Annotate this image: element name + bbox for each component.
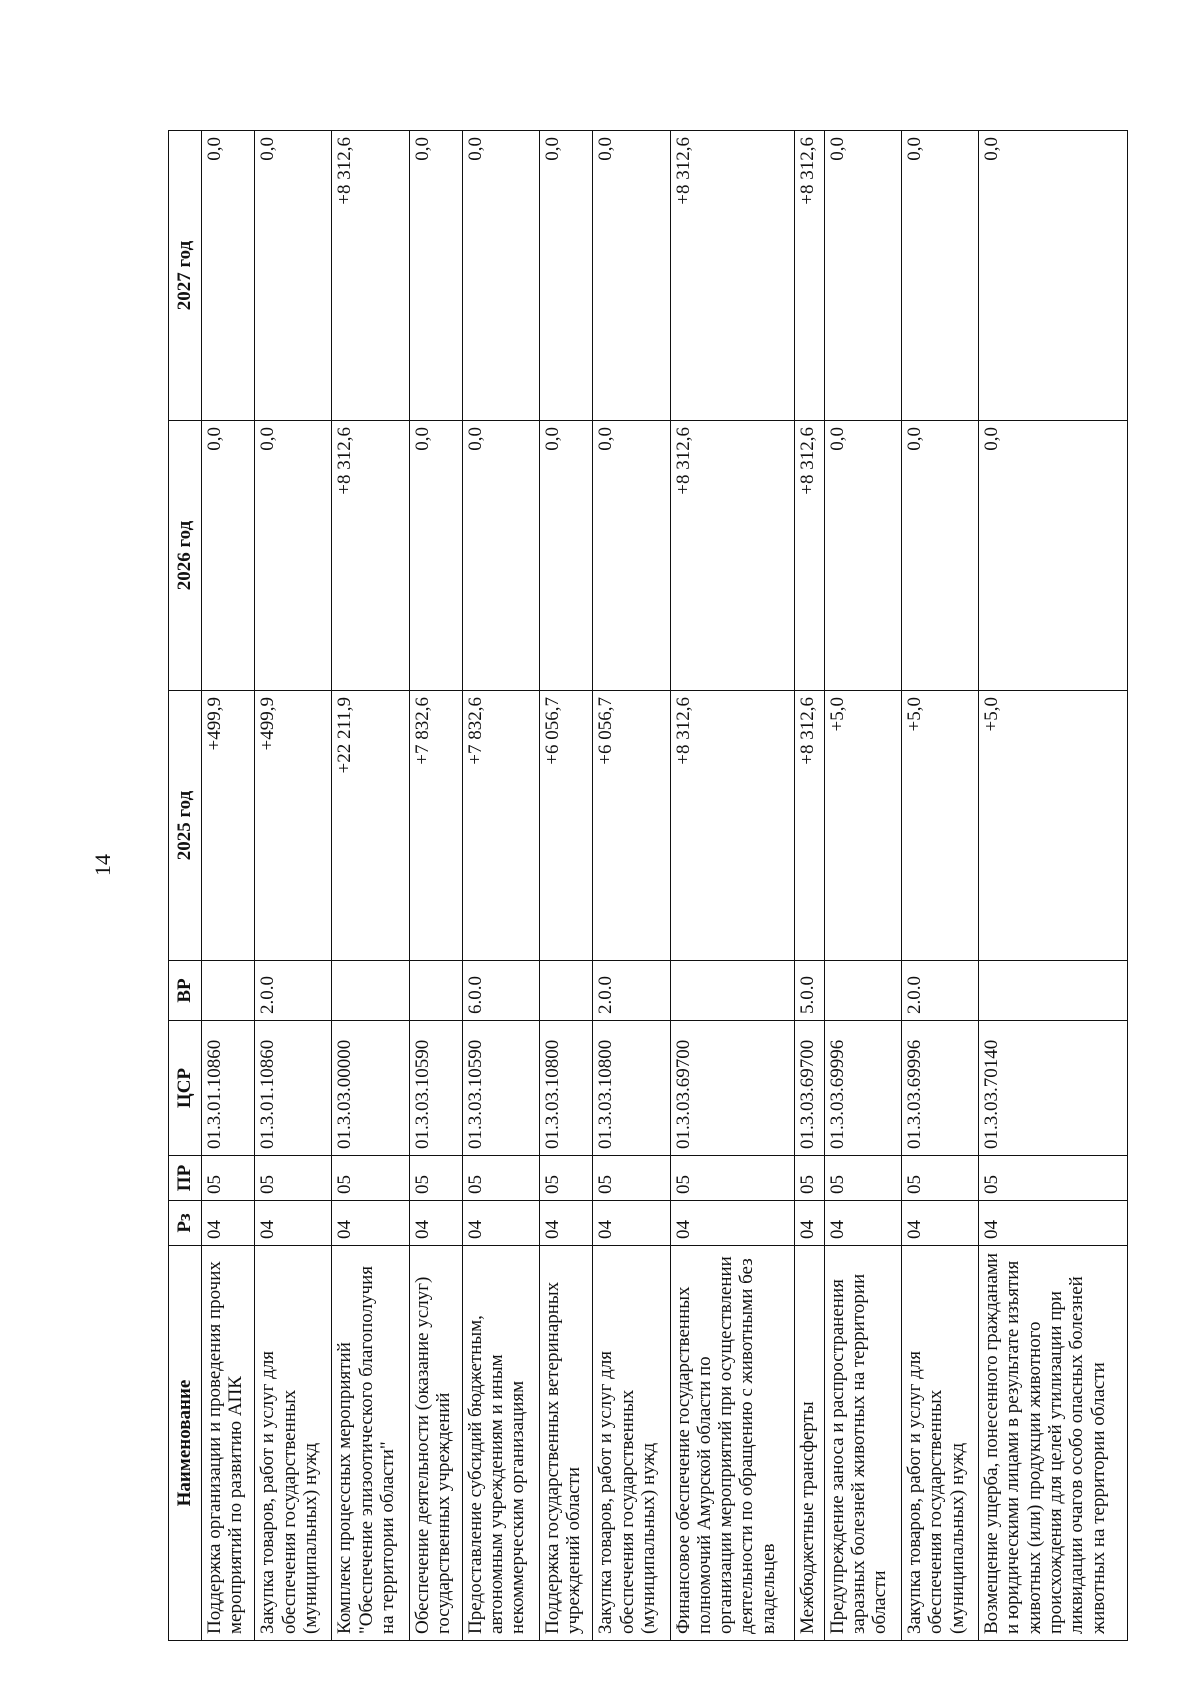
row-vr-cell: 2.0.0 — [593, 961, 670, 1021]
row-vr-cell: 2.0.0 — [902, 961, 979, 1021]
row-name-cell: Предупреждение заноса и распространения заразных болезней животных на территории области — [824, 1246, 901, 1641]
table-header-row — [169, 131, 202, 1641]
table-row — [670, 131, 795, 1641]
row-csr-cell: 01.3.03.10800 — [540, 1021, 593, 1156]
row-name-cell: Комплекс процессных мероприятий "Обеспечение эпизоотического благополучия на территории области" — [332, 1246, 409, 1641]
row-2027-cell: 0,0 — [979, 131, 1128, 421]
row-pr-cell: 05 — [255, 1156, 332, 1201]
row-csr-cell: 01.3.03.69700 — [795, 1021, 824, 1156]
table-row — [824, 131, 901, 1641]
row-2026-cell: 0,0 — [593, 421, 670, 691]
row-2027-cell: 0,0 — [255, 131, 332, 421]
table-row — [593, 131, 670, 1641]
row-name-cell: Предоставление субсидий бюджетным, автономным учреждениям и иным некоммерческим организациям — [462, 1246, 539, 1641]
row-csr-cell: 01.3.01.10860 — [255, 1021, 332, 1156]
row-2025-cell: +7 832,6 — [409, 691, 462, 961]
row-2026-cell: 0,0 — [902, 421, 979, 691]
header-csr: ЦСР — [169, 1021, 202, 1156]
row-vr-cell — [202, 961, 255, 1021]
row-2026-cell: 0,0 — [202, 421, 255, 691]
row-vr-cell — [670, 961, 795, 1021]
row-2027-cell: +8 312,6 — [332, 131, 409, 421]
row-rz-cell: 04 — [902, 1201, 979, 1246]
row-vr-cell: 2.0.0 — [255, 961, 332, 1021]
row-csr-cell: 01.3.03.10590 — [462, 1021, 539, 1156]
row-vr-cell — [332, 961, 409, 1021]
row-name-cell: Поддержка государственных ветеринарных учреждений области — [540, 1246, 593, 1641]
row-name-cell: Обеспечение деятельности (оказание услуг) государственных учреждений — [409, 1246, 462, 1641]
row-2027-cell: 0,0 — [593, 131, 670, 421]
row-rz-cell: 04 — [593, 1201, 670, 1246]
row-2026-cell: 0,0 — [540, 421, 593, 691]
row-2027-cell: 0,0 — [540, 131, 593, 421]
row-csr-cell: 01.3.03.69996 — [824, 1021, 901, 1156]
header-2026: 2026 год — [169, 421, 202, 691]
row-2026-cell: +8 312,6 — [332, 421, 409, 691]
row-name-cell: Финансовое обеспечение государственных полномочий Амурской области по организации мероприятий при осуществлении деятельности по обращению с животными без владельцев — [670, 1246, 795, 1641]
row-2027-cell: +8 312,6 — [795, 131, 824, 421]
row-2026-cell: 0,0 — [462, 421, 539, 691]
table-row — [202, 131, 255, 1641]
table-row — [255, 131, 332, 1641]
row-vr-cell — [824, 961, 901, 1021]
row-rz-cell: 04 — [202, 1201, 255, 1246]
row-2025-cell: +5,0 — [902, 691, 979, 961]
row-vr-cell: 5.0.0 — [795, 961, 824, 1021]
row-pr-cell: 05 — [462, 1156, 539, 1201]
row-2025-cell: +22 211,9 — [332, 691, 409, 961]
row-name-cell: Закупка товаров, работ и услуг для обеспечения государственных (муниципальных) нужд — [902, 1246, 979, 1641]
row-2026-cell: 0,0 — [255, 421, 332, 691]
header-2027: 2027 год — [169, 131, 202, 421]
row-csr-cell: 01.3.01.10860 — [202, 1021, 255, 1156]
row-2025-cell: +5,0 — [824, 691, 901, 961]
row-2025-cell: +499,9 — [202, 691, 255, 961]
row-2025-cell: +6 056,7 — [540, 691, 593, 961]
header-2025: 2025 год — [169, 691, 202, 961]
row-pr-cell: 05 — [409, 1156, 462, 1201]
row-2026-cell: 0,0 — [824, 421, 901, 691]
row-pr-cell: 05 — [824, 1156, 901, 1201]
row-csr-cell: 01.3.03.00000 — [332, 1021, 409, 1156]
row-2026-cell: 0,0 — [979, 421, 1128, 691]
row-2026-cell: +8 312,6 — [795, 421, 824, 691]
row-pr-cell: 05 — [795, 1156, 824, 1201]
row-2025-cell: +8 312,6 — [795, 691, 824, 961]
table-row — [902, 131, 979, 1641]
row-rz-cell: 04 — [462, 1201, 539, 1246]
row-2025-cell: +6 056,7 — [593, 691, 670, 961]
row-name-cell: Закупка товаров, работ и услуг для обеспечения государственных (муниципальных) нужд — [593, 1246, 670, 1641]
row-pr-cell: 05 — [202, 1156, 255, 1201]
row-pr-cell: 05 — [593, 1156, 670, 1201]
row-rz-cell: 04 — [824, 1201, 901, 1246]
row-2027-cell: 0,0 — [409, 131, 462, 421]
row-2025-cell: +7 832,6 — [462, 691, 539, 961]
row-csr-cell: 01.3.03.70140 — [979, 1021, 1128, 1156]
row-2027-cell: 0,0 — [462, 131, 539, 421]
row-2027-cell: +8 312,6 — [670, 131, 795, 421]
row-vr-cell — [979, 961, 1128, 1021]
table-row — [462, 131, 539, 1641]
row-2027-cell: 0,0 — [202, 131, 255, 421]
row-vr-cell — [540, 961, 593, 1021]
row-rz-cell: 04 — [979, 1201, 1128, 1246]
table-row — [409, 131, 462, 1641]
row-name-cell: Возмещение ущерба, понесенного гражданами и юридическими лицами в результате изъятия животных (или) продукции животного происхождения для целей утилизации при ликвидации очагов особо опасных болезней животных на территории области — [979, 1246, 1128, 1641]
row-rz-cell: 04 — [540, 1201, 593, 1246]
row-2025-cell: +499,9 — [255, 691, 332, 961]
row-2027-cell: 0,0 — [902, 131, 979, 421]
header-vr: ВР — [169, 961, 202, 1021]
table-row — [332, 131, 409, 1641]
row-rz-cell: 04 — [332, 1201, 409, 1246]
row-csr-cell: 01.3.03.69700 — [670, 1021, 795, 1156]
rotated-budget-table-container — [168, 131, 1128, 1641]
row-rz-cell: 04 — [670, 1201, 795, 1246]
table-row — [979, 131, 1128, 1641]
row-2025-cell: +5,0 — [979, 691, 1128, 961]
row-csr-cell: 01.3.03.69996 — [902, 1021, 979, 1156]
table-row — [540, 131, 593, 1641]
row-2027-cell: 0,0 — [824, 131, 901, 421]
budget-table — [168, 130, 1128, 1641]
row-pr-cell: 05 — [902, 1156, 979, 1201]
row-vr-cell — [409, 961, 462, 1021]
row-pr-cell: 05 — [332, 1156, 409, 1201]
row-vr-cell: 6.0.0 — [462, 961, 539, 1021]
header-pr: ПР — [169, 1156, 202, 1201]
row-2026-cell: 0,0 — [409, 421, 462, 691]
row-rz-cell: 04 — [795, 1201, 824, 1246]
row-name-cell: Поддержка организации и проведения прочих мероприятий по развитию АПК — [202, 1246, 255, 1641]
row-rz-cell: 04 — [255, 1201, 332, 1246]
row-pr-cell: 05 — [670, 1156, 795, 1201]
row-name-cell: Межбюджетные трансферты — [795, 1246, 824, 1641]
header-name: Наименование — [169, 1246, 202, 1641]
row-2025-cell: +8 312,6 — [670, 691, 795, 961]
header-rz: Рз — [169, 1201, 202, 1246]
row-csr-cell: 01.3.03.10590 — [409, 1021, 462, 1156]
row-pr-cell: 05 — [540, 1156, 593, 1201]
table-row — [795, 131, 824, 1641]
row-2026-cell: +8 312,6 — [670, 421, 795, 691]
row-name-cell: Закупка товаров, работ и услуг для обеспечения государственных (муниципальных) нужд — [255, 1246, 332, 1641]
row-rz-cell: 04 — [409, 1201, 462, 1246]
row-pr-cell: 05 — [979, 1156, 1128, 1201]
row-csr-cell: 01.3.03.10800 — [593, 1021, 670, 1156]
page-number: 14 — [90, 854, 115, 876]
